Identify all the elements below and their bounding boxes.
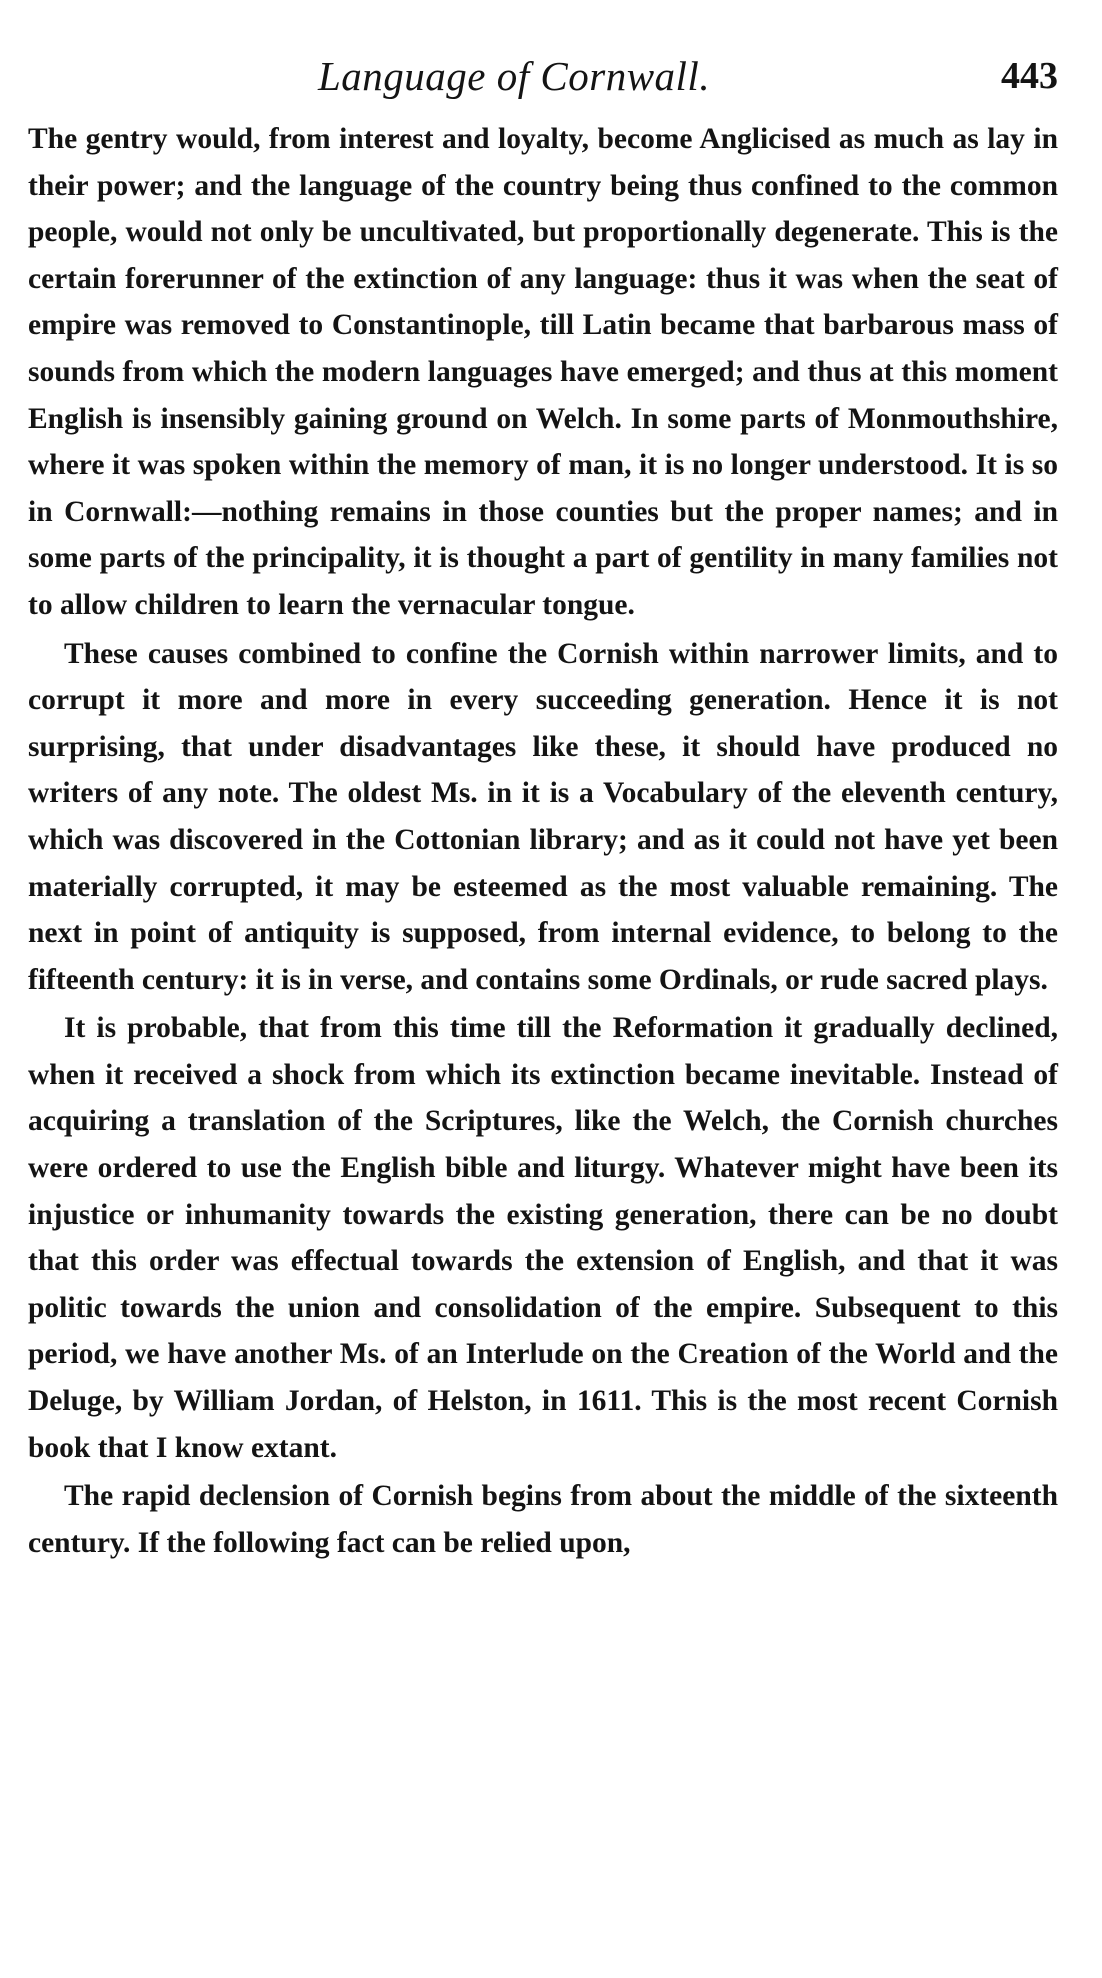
page-header [28, 52, 1058, 116]
paragraph-3: It is probable, that from this time till the Reformation it gradually declined, when it received a shock from which its extinction became inevitable. Instead of acquiring a translation of the Scriptures, like the Welch, the Cornish churches were ordered to use the English bible and liturgy. Whatever might have been its injustice or inhumanity towards the existing generation, there can be no doubt that this order was effectual towards the extension of English, and that it was politic towards the union and consolidation of the empire. Subsequent to this period, we have another Ms. of an Interlude on the Creation of the World and the Deluge, by William Jordan, of Helston, in 1611. This is the most recent Cornish book that I know extant. [28, 1012, 1058, 1464]
body-text [28, 116, 1058, 1566]
paragraph-2: These causes combined to confine the Cornish within narrower limits, and to corrupt it more and more in every succeeding generation. Hence it is not surprising, that under disadvantages like these, it should have produced no writers of any note. The oldest Ms. in it is a Vocabulary of the eleventh century, which was discovered in the Cottonian library; and as it could not have yet been materially corrupted, it may be esteemed as the most valuable remaining. The next in point of antiquity is supposed, from internal evidence, to belong to the fifteenth century: it is in verse, and contains some Ordinals, or rude sacred plays. [28, 637, 1058, 996]
paragraph-4: The rapid declension of Cornish begins from about the middle of the sixteenth century. If the following fact can be relied upon, [28, 1480, 1058, 1559]
book-page [28, 52, 1058, 1566]
running-title: Language of Cornwall. [318, 53, 711, 99]
paragraph-1: The gentry would, from interest and loyalty, become Anglicised as much as lay in their power; and the language of the country being thus confined to the common people, would not only be uncultivated, but proportionally degenerate. This is the certain forerunner of the extinction of any language: thus it was when the seat of empire was removed to Constantinople, till Latin became that barbarous mass of sounds from which the modern languages have emerged; and thus at this moment English is insensibly gaining ground on Welch. In some parts of Monmouthshire, where it was spoken within the memory of man, it is no longer understood. It is so in Cornwall:—nothing remains in those counties but the proper names; and in some parts of the principality, it is thought a part of gentility in many families not to allow children to learn the vernacular tongue. [28, 123, 1058, 621]
page-number: 443 [1001, 55, 1058, 97]
